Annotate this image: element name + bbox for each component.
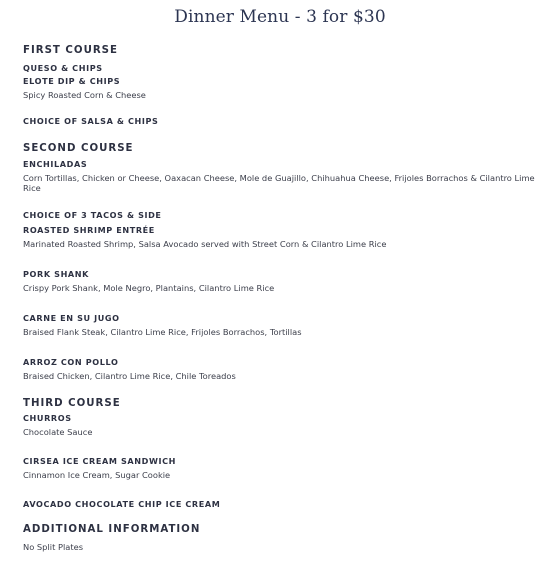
page-title: Dinner Menu - 3 for $30 (174, 7, 386, 27)
item-ice-cream-sandwich-name: CIRSEA ICE CREAM SANDWICH (23, 456, 176, 466)
additional-info-note: No Split Plates (23, 542, 84, 552)
second-course-heading: SECOND COURSE (23, 143, 134, 154)
item-choice-salsa-name: CHOICE OF SALSA & CHIPS (23, 116, 159, 126)
item-elote-dip-name: ELOTE DIP & CHIPS (23, 76, 121, 86)
item-choice-tacos-name: CHOICE OF 3 TACOS & SIDE (23, 210, 162, 220)
item-churros-name: CHURROS (23, 413, 72, 423)
item-avocado-ice-cream-name: AVOCADO CHOCOLATE CHIP ICE CREAM (23, 499, 221, 509)
item-arroz-name: ARROZ CON POLLO (23, 357, 119, 367)
item-roasted-shrimp-name: ROASTED SHRIMP ENTRÉE (23, 225, 155, 235)
item-enchiladas-desc: Corn Tortillas, Chicken or Cheese, Oaxacan Cheese, Mole de Guajillo, Chihuahua Cheese, Frijoles Borrachos & Cilantro Lime Rice (23, 173, 535, 193)
item-queso-chips-name: QUESO & CHIPS (23, 63, 103, 73)
item-churros-desc: Chocolate Sauce (23, 427, 93, 437)
item-arroz-desc: Braised Chicken, Cilantro Lime Rice, Chile Toreados (23, 371, 236, 381)
item-carne-desc: Braised Flank Steak, Cilantro Lime Rice, Frijoles Borrachos, Tortillas (23, 327, 302, 337)
item-enchiladas-name: ENCHILADAS (23, 159, 88, 169)
additional-info-heading: ADDITIONAL INFORMATION (23, 524, 201, 535)
item-carne-name: CARNE EN SU JUGO (23, 313, 120, 323)
item-pork-shank-desc: Crispy Pork Shank, Mole Negro, Plantains, Cilantro Lime Rice (23, 283, 275, 293)
third-course-heading: THIRD COURSE (23, 398, 121, 409)
menu-content (23, 45, 535, 552)
item-ice-cream-sandwich-desc: Cinnamon Ice Cream, Sugar Cookie (23, 470, 171, 480)
item-roasted-shrimp-desc: Marinated Roasted Shrimp, Salsa Avocado served with Street Corn & Cilantro Lime Rice (23, 239, 387, 249)
item-pork-shank-name: PORK SHANK (23, 269, 90, 279)
item-elote-dip-desc: Spicy Roasted Corn & Cheese (23, 90, 146, 100)
first-course-heading: FIRST COURSE (23, 45, 118, 56)
